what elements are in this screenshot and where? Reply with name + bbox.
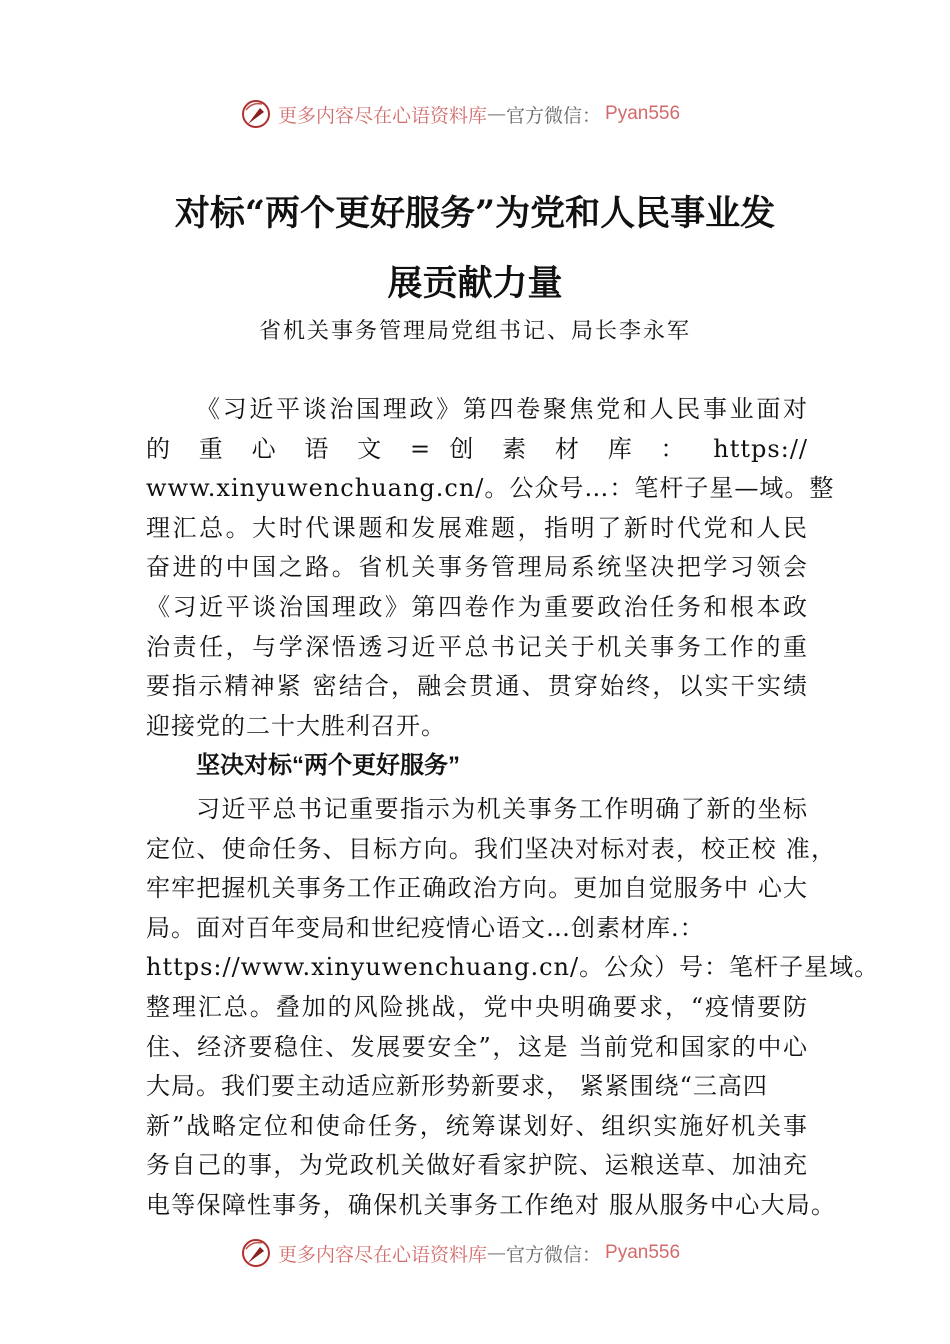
body-line: 的 重 心 语 文 = 创 素 材 库 ： https:// bbox=[146, 434, 808, 463]
body-line: 《习近平谈治国理政》第四卷作为重要政治任务和根本政 bbox=[146, 592, 808, 621]
document-body bbox=[146, 390, 880, 1225]
watermark-dash: — bbox=[487, 103, 507, 125]
pen-logo-icon bbox=[240, 98, 272, 130]
body-line: 定位、使命任务、目标方向。我们坚决对标对表，校正校 准， bbox=[146, 834, 836, 863]
watermark-dash: — bbox=[487, 1242, 507, 1264]
watermark-wechat-label: 官方微信： bbox=[506, 1243, 602, 1266]
body-line: 习近平总书记重要指示为机关事务工作明确了新的坐标 bbox=[196, 794, 808, 823]
body-line: 住、经济要稳住、发展要安全”，这是 当前党和国家的中心 bbox=[146, 1032, 808, 1061]
watermark-brand: 更多内容尽在心语资料库 bbox=[278, 105, 488, 127]
pen-logo-icon bbox=[240, 1237, 272, 1269]
body-line: https://www.xinyuwenchuang.cn/。公众）号：笔杆子星域。 bbox=[146, 953, 880, 982]
watermark-banner-bottom bbox=[240, 1235, 720, 1271]
body-line: 整理汇总。叠加的风险挑战，党中央明确要求，“疫情要防 bbox=[146, 992, 808, 1021]
body-line: 要指示精神紧 密结合，融会贯通、贯穿始终，以实干实绩 bbox=[146, 672, 808, 701]
body-line: 治责任，与学深悟透习近平总书记关于机关事务工作的重 bbox=[146, 632, 808, 661]
body-line: 局。面对百年变局和世纪疫情心语文…创素材库.： bbox=[146, 913, 705, 942]
body-line: 理汇总。大时代课题和发展难题，指明了新时代党和人民 bbox=[146, 513, 808, 542]
body-line: 奋进的中国之路。省机关事务管理局系统坚决把学习领会 bbox=[146, 553, 808, 582]
body-line: 迎接党的二十大胜利召开。 bbox=[146, 711, 446, 740]
body-line: 《习近平谈治国理政》第四卷聚焦党和人民事业面对 bbox=[196, 395, 808, 423]
section-heading: 坚决对标“两个更好服务” bbox=[196, 752, 460, 780]
watermark-wechat-id: Pyan556 bbox=[605, 103, 681, 124]
watermark-banner-top bbox=[240, 96, 720, 132]
title-line-1: 对标“两个更好服务”为党和人民事业发 bbox=[174, 193, 776, 234]
author-subtitle: 省机关事务管理局党组书记、局长李永军 bbox=[258, 319, 691, 344]
title-line-2: 展贡献力量 bbox=[387, 263, 563, 304]
body-line: 务自己的事，为党政机关做好看家护院、运粮送草、加油充 bbox=[146, 1151, 808, 1180]
body-line: 新”战略定位和使命任务，统筹谋划好、组织实施好机关事 bbox=[146, 1111, 808, 1140]
watermark-wechat-label: 官方微信： bbox=[506, 104, 602, 127]
watermark-wechat-id: Pyan556 bbox=[605, 1242, 681, 1263]
body-line: 电等保障性事务，确保机关事务工作绝对 服从服务中心大局。 bbox=[146, 1190, 836, 1219]
watermark-brand: 更多内容尽在心语资料库 bbox=[278, 1244, 488, 1266]
body-line: 大局。我们要主动适应新形势新要求， 紧紧围绕“三高四 bbox=[146, 1072, 768, 1101]
body-line: www.xinyuwenchuang.cn/。公众号…：笔杆子星—域。整 bbox=[146, 474, 835, 503]
body-line: 牢牢把握机关事务工作正确政治方向。更加自觉服务中 心大 bbox=[146, 874, 808, 903]
